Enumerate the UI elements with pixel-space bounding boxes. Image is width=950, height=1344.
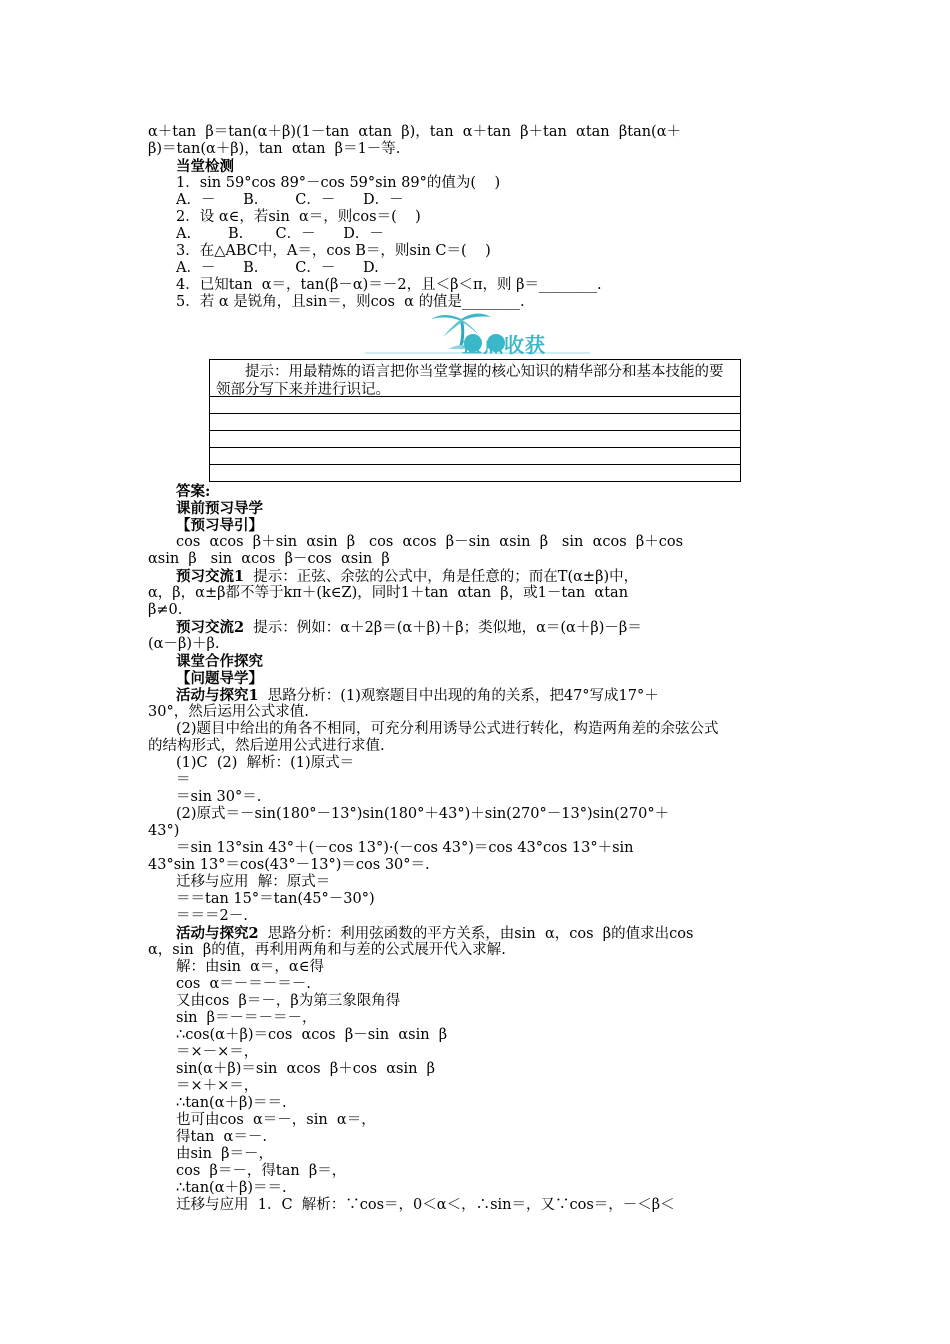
table-row[interactable] <box>210 413 740 414</box>
activity-1-line: ＝＝＝2－. <box>176 908 248 924</box>
summary-notes-table <box>209 359 741 482</box>
activity-2-label: 活动与探究2 <box>176 925 259 942</box>
activity-2-line: sin(α＋β)＝sin αcos β＋cos αsin β <box>176 1061 436 1077</box>
activity-1-line: 迁移与应用 解：原式＝ <box>176 874 331 890</box>
table-row[interactable] <box>210 464 740 465</box>
activity-1-line: 30°，然后运用公式求值. <box>148 704 309 720</box>
check-line: A. B. C．－ D．－ <box>176 226 384 242</box>
activity-2-text: 思路分析：利用弦函数的平方关系，由sin α，cos β的值求出cos <box>258 926 694 942</box>
exchange-2-text: 提示：例如：α＋2β＝(α＋β)＋β；类似地，α＝(α＋β)－β＝ <box>244 620 642 636</box>
activity-2-line: 由sin β＝－， <box>176 1146 274 1162</box>
activity-2-line: 也可由cos α＝－，sin α＝， <box>176 1112 376 1128</box>
exchange-1-label: 预习交流1 <box>176 568 245 585</box>
activity-1-line: (1)C (2) 解析：(1)原式＝ <box>176 755 355 771</box>
check-line: A．－ B. C．－ D．－ <box>176 192 404 208</box>
check-line: 5．若 α 是锐角，且sin＝，则cos α 的值是________. <box>176 294 525 310</box>
activity-2-line: ＝×＋×＝， <box>176 1078 259 1094</box>
activity-1-line: 43°sin 13°＝cos(43°－13°)＝cos 30°＝. <box>148 857 430 873</box>
activity-2-line: cos β＝－，得tan β＝， <box>176 1163 347 1179</box>
table-row[interactable] <box>210 430 740 431</box>
check-line: A．－ B. C．－ D. <box>176 260 379 276</box>
intro-line-1: α＋tan β＝tan(α＋β)(1－tan αtan β)，tan α＋tan β＋tan αtan βtan(α＋ <box>148 124 681 140</box>
table-row[interactable] <box>210 396 740 397</box>
activity-2-line: ∴cos(α＋β)＝cos αcos β－sin αsin β <box>176 1027 448 1043</box>
activity-2-line: ∴tan(α＋β)＝＝. <box>176 1095 287 1111</box>
section-heading-check: 当堂检测 <box>176 158 234 175</box>
activity-1-label: 活动与探究1 <box>176 687 259 704</box>
pre-study-subheading: 【预习导引】 <box>176 517 263 534</box>
class-subheading: 【问题导学】 <box>176 670 263 687</box>
exchange-2-line: (α－β)＋β. <box>148 636 220 652</box>
activity-2-line: cos α＝－＝－＝－. <box>176 976 311 992</box>
activity-1-line: ＝sin 13°sin 43°＋(－cos 13°)·(－cos 43°)＝cos 43°cos 13°＋sin <box>176 840 634 856</box>
table-row[interactable] <box>210 447 740 448</box>
activity-2-line: ∴tan(α＋β)＝＝. <box>176 1180 287 1196</box>
activity-1-line: 的结构形式，然后逆用公式进行求值. <box>148 738 385 754</box>
activity-1-line: ＝＝tan 15°＝tan(45°－30°) <box>176 891 375 907</box>
activity-2-line: α，sin β的值，再利用两角和与差的公式展开代入求解. <box>148 942 506 958</box>
pre-study-line: αsin β sin αcos β－cos αsin β <box>148 551 390 567</box>
pre-study-heading: 课前预习导学 <box>176 500 263 517</box>
activity-2-line: sin β＝－＝－＝－， <box>176 1010 317 1026</box>
summary-logo <box>365 305 590 357</box>
check-line: 4．已知tan α＝，tan(β－α)＝－2，且＜β＜π，则 β＝________. <box>176 277 602 293</box>
exchange-1-line <box>176 568 638 586</box>
class-heading: 课堂合作探究 <box>176 653 263 670</box>
activity-2-line <box>176 925 693 943</box>
activity-1-line: ＝ <box>176 772 191 788</box>
exchange-2-label: 预习交流2 <box>176 619 245 636</box>
activity-2-line: 得tan α＝－. <box>176 1129 267 1145</box>
intro-line-2: β)＝tan(α＋β)，tan αtan β＝1－等. <box>148 141 401 157</box>
exchange-2-line <box>176 619 642 637</box>
check-line: 3．在△ABC中，A＝，cos B＝，则sin C＝( ) <box>176 243 491 259</box>
activity-1-line: 43°) <box>148 823 180 839</box>
activity-1-text: 思路分析：(1)观察题目中出现的角的关系，把47°写成17°＋ <box>258 688 659 704</box>
exchange-1-line: β≠0. <box>148 602 183 618</box>
summary-hint-text: 提示：用最精炼的语言把你当堂掌握的核心知识的精华部分和基本技能的要领部分写下来并进行识记。 <box>216 364 724 398</box>
activity-2-line: 又由cos β＝－，β为第三象限角得 <box>176 993 401 1009</box>
exchange-1-text: 提示：正弦、余弦的公式中，角是任意的；而在T(α±β)中， <box>244 569 639 585</box>
check-line: 1．sin 59°cos 89°－cos 59°sin 89°的值为( ) <box>176 175 501 191</box>
exchange-1-line: α，β，α±β都不等于kπ＋(k∈Z)，同时1＋tan αtan β，或1－tan αtan <box>148 585 629 601</box>
summary-logo-text: 盘点收获 <box>462 333 546 357</box>
activity-1-line <box>176 687 659 705</box>
activity-2-line: ＝×－×＝， <box>176 1044 259 1060</box>
check-line: 2．设 α∈，若sin α＝，则cos＝( ) <box>176 209 421 225</box>
activity-2-line: 迁移与应用 1．C 解析：∵cos＝，0＜α＜，∴sin＝，又∵cos＝，－＜β＜ <box>176 1197 675 1213</box>
activity-1-line: (2)题目中给出的角各不相同，可充分利用诱导公式进行转化，构造两角差的余弦公式 <box>176 721 719 737</box>
summary-hint <box>216 363 736 399</box>
activity-1-line: (2)原式＝－sin(180°－13°)sin(180°＋43°)＋sin(270°－13°)sin(270°＋ <box>176 806 670 822</box>
activity-2-line: 解：由sin α＝，α∈得 <box>176 959 324 975</box>
activity-1-line: ＝sin 30°＝. <box>176 789 262 805</box>
answers-heading: 答案: <box>176 483 211 500</box>
pre-study-line: cos αcos β＋sin αsin β cos αcos β－sin αsin β sin αcos β＋cos <box>176 534 684 550</box>
